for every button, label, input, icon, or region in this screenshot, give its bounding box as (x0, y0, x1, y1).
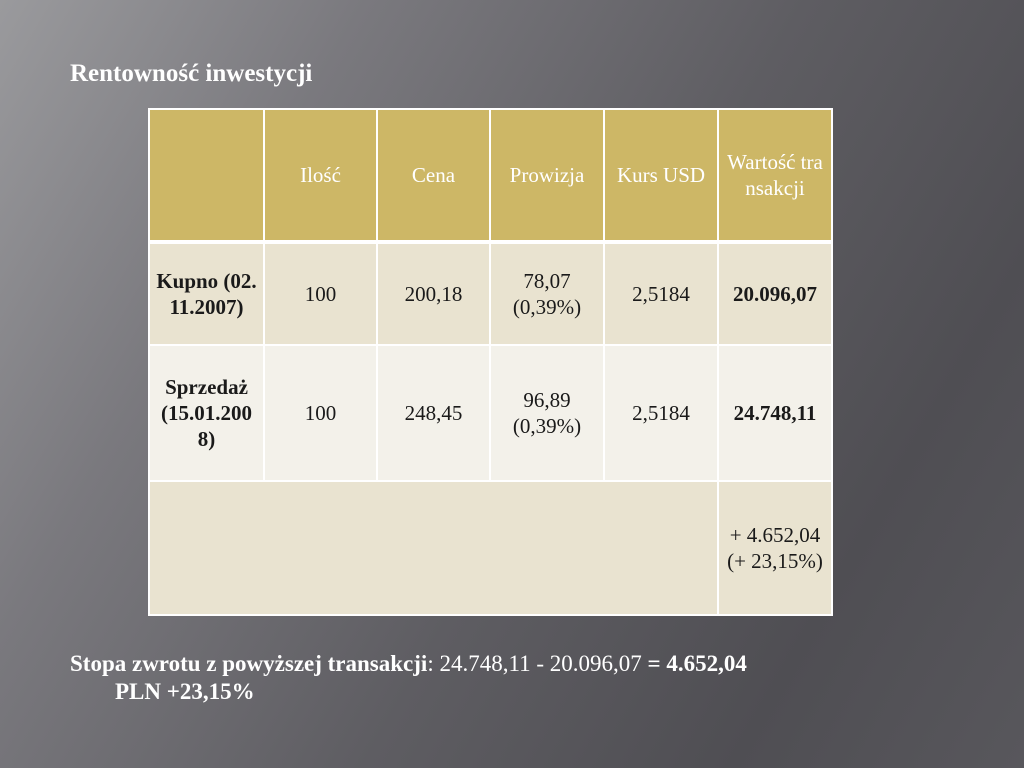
cell-wartosc: 20.096,07 (718, 242, 832, 345)
prowizja-percent: (0,39%) (512, 295, 582, 319)
header-wartosc-transakcji: Wartość transakcji (718, 109, 832, 242)
header-kurs-usd: Kurs USD (604, 109, 718, 242)
summary-line-2: PLN +23,15% (115, 679, 255, 704)
row-label-sprzedaz: Sprzedaż (15.01.2008) (149, 345, 264, 481)
cell-ilosc: 100 (264, 345, 377, 481)
slide-title: Rentowność inwestycji (70, 60, 313, 87)
summary-text (70, 650, 970, 706)
cell-prowizja (490, 345, 604, 481)
summary-label: Stopa zwrotu z powyższej transakcji (70, 651, 428, 676)
header-empty (149, 109, 264, 242)
cell-ilosc: 100 (264, 242, 377, 345)
prowizja-value: 78,07 (523, 269, 571, 293)
cell-kurs: 2,5184 (604, 242, 718, 345)
table-row (149, 345, 832, 481)
cell-cena: 248,45 (377, 345, 490, 481)
header-ilosc: Ilość (264, 109, 377, 242)
summary-result: 4.652,04 (666, 651, 747, 676)
table-total-row (149, 481, 832, 615)
row-label-kupno: Kupno (02.11.2007) (149, 242, 264, 345)
prowizja-value: 96,89 (523, 388, 571, 412)
cell-prowizja (490, 242, 604, 345)
header-prowizja: Prowizja (490, 109, 604, 242)
summary-colon: : (427, 651, 434, 676)
total-empty-cell (149, 481, 718, 615)
summary-expression: 24.748,11 - 20.096,07 (433, 651, 648, 676)
summary-line-1 (70, 650, 970, 678)
investment-table (148, 108, 833, 616)
summary-equals: = (647, 651, 667, 676)
table-header-row (149, 109, 832, 242)
cell-cena: 200,18 (377, 242, 490, 345)
cell-wartosc: 24.748,11 (718, 345, 832, 481)
prowizja-percent: (0,39%) (512, 414, 582, 438)
table-row (149, 242, 832, 345)
cell-total: + 4.652,04 (+ 23,15%) (718, 481, 832, 615)
header-cena: Cena (377, 109, 490, 242)
cell-kurs: 2,5184 (604, 345, 718, 481)
